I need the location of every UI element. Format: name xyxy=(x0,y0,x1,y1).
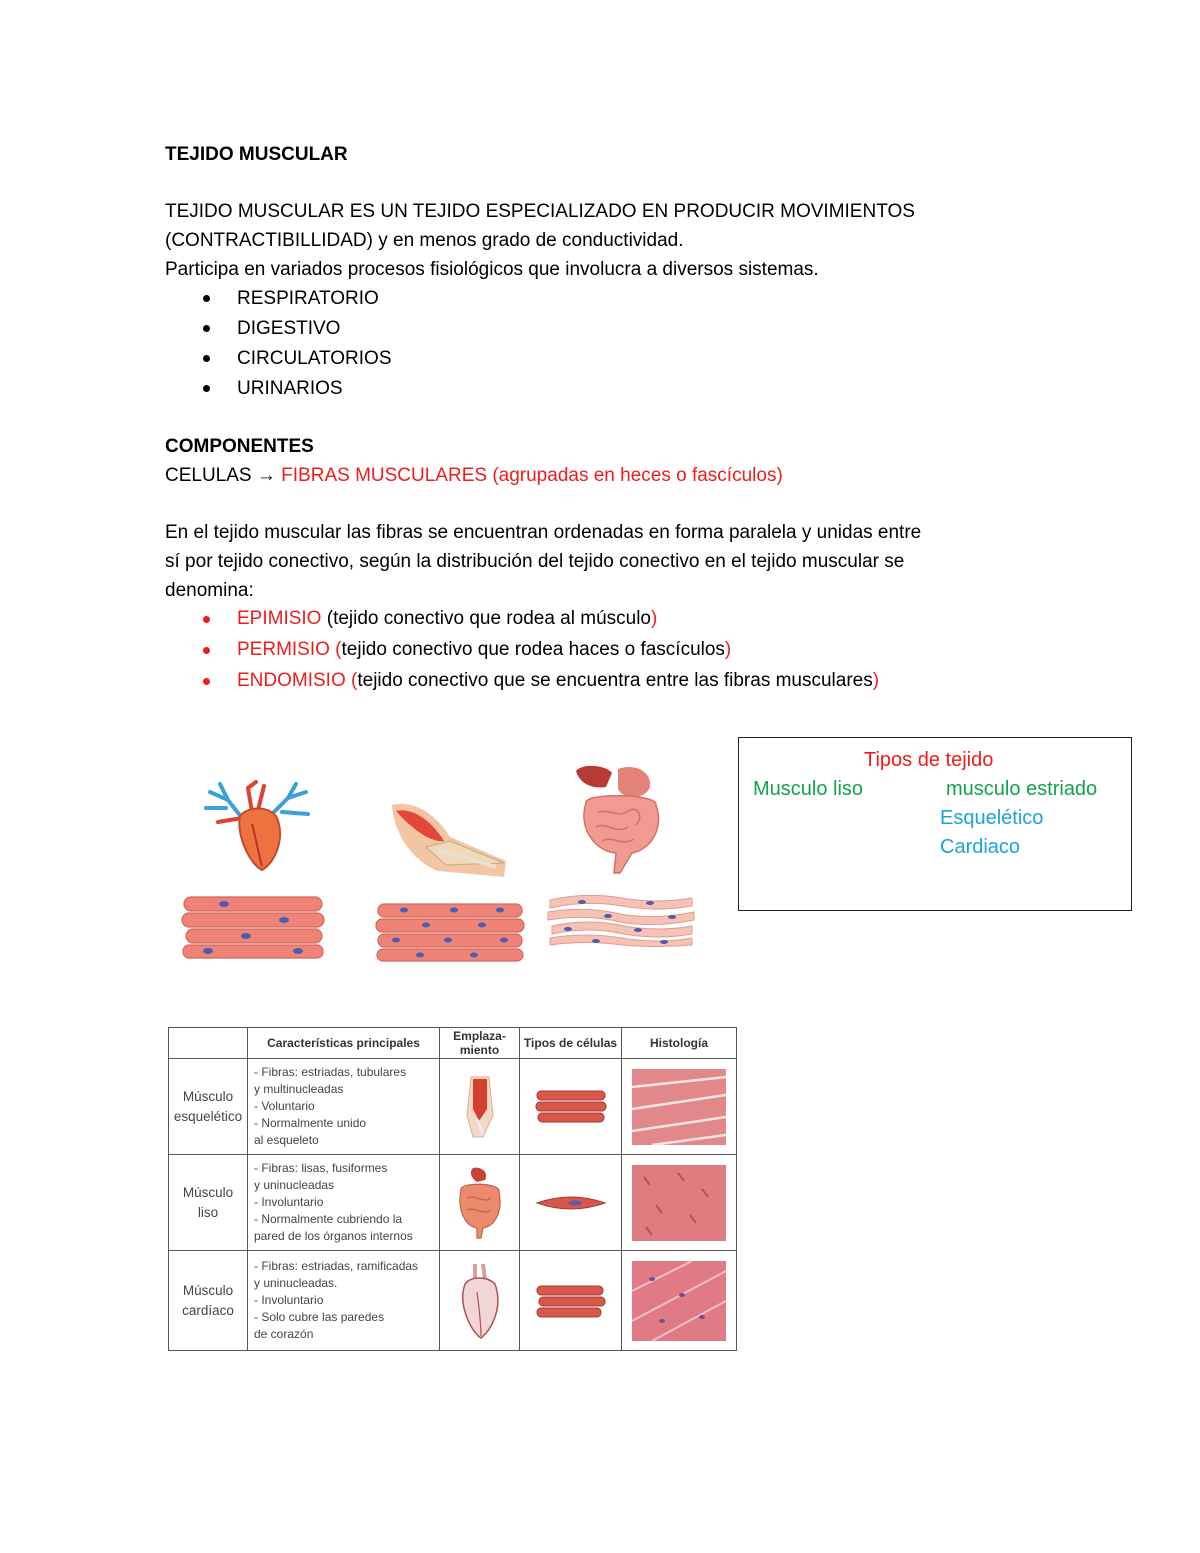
char-line: pared de los órganos internos xyxy=(254,1229,413,1243)
smooth-muscle-label: Musculo liso xyxy=(753,778,864,800)
characteristics xyxy=(248,1155,440,1251)
name-line: Músculo xyxy=(182,1184,234,1200)
char-line: y uninucleadas. xyxy=(254,1276,338,1290)
char-line: - Fibras: estriadas, tubulares xyxy=(254,1065,407,1079)
bullet-icon xyxy=(203,647,210,654)
layer-term: ENDOMISIO xyxy=(237,670,346,691)
layer-item xyxy=(237,669,879,693)
header-cell: Tipos de células xyxy=(520,1028,622,1059)
system-item: CIRCULATORIOS xyxy=(237,348,392,369)
bullet-icon xyxy=(203,385,210,392)
skeletal-cells-icon xyxy=(535,1089,607,1125)
characteristics xyxy=(248,1251,440,1351)
name-line: Músculo xyxy=(182,1088,234,1104)
smooth-cells-icon xyxy=(535,1193,607,1213)
cells-value: FIBRAS MUSCULARES (agrupadas en heces o fascículos) xyxy=(281,465,783,486)
header-cell: Emplaza- miento xyxy=(440,1028,520,1059)
char-line: - Involuntario xyxy=(254,1195,324,1209)
header-cell: Características principales xyxy=(248,1028,440,1059)
char-line: al esqueleto xyxy=(254,1133,319,1147)
name-line: esquelético xyxy=(173,1108,243,1124)
bullet-icon xyxy=(203,355,210,362)
muscle-type-name xyxy=(169,1059,248,1155)
location-image xyxy=(440,1251,520,1351)
muscle-comparison-table xyxy=(168,1027,737,1351)
intro-line-2: (CONTRACTIBILLIDAD) y en menos grado de conductividad. xyxy=(165,230,684,251)
cell-type-image xyxy=(520,1059,622,1155)
layer-item xyxy=(237,607,657,631)
char-line: - Voluntario xyxy=(254,1099,315,1113)
types-title: Tipos de tejido xyxy=(864,749,994,771)
intestine-icon xyxy=(455,1166,505,1240)
layer-close: ) xyxy=(872,670,880,691)
char-line: - Fibras: estriadas, ramificadas xyxy=(254,1259,419,1273)
char-line: y uninucleadas xyxy=(254,1178,335,1192)
char-line: - Normalmente cubriendo la xyxy=(254,1212,403,1226)
cardiac-muscle-label: Cardiaco xyxy=(940,836,1021,858)
arrow-right-icon: → xyxy=(256,465,276,486)
heart-icon xyxy=(455,1262,505,1340)
skeletal-histology-icon xyxy=(632,1069,726,1145)
elbow-illustration xyxy=(386,797,510,879)
arm-muscle-icon xyxy=(463,1075,497,1139)
skeletal-muscle-label: Esquelético xyxy=(940,807,1044,829)
table-row xyxy=(169,1155,737,1251)
layer-close: ) xyxy=(651,608,658,629)
heart-illustration xyxy=(196,778,318,874)
name-line: Músculo xyxy=(182,1282,234,1298)
char-line: - Involuntario xyxy=(254,1293,324,1307)
page-title: TEJIDO MUSCULAR xyxy=(165,144,348,165)
histology-image xyxy=(622,1251,737,1351)
system-item: RESPIRATORIO xyxy=(237,288,379,309)
table-row xyxy=(169,1251,737,1351)
intro-line-3: Participa en variados procesos fisiológicos que involucra a diversos sistemas. xyxy=(165,259,819,280)
histology-image xyxy=(622,1155,737,1251)
tissue-types-box xyxy=(738,737,1132,911)
layer-term: EPIMISIO xyxy=(237,608,322,629)
paragraph-line-1: En el tejido muscular las fibras se encuentran ordenadas en forma paralela y unidas entre xyxy=(165,522,922,543)
table-row xyxy=(169,1059,737,1155)
smooth-fibers-illustration xyxy=(546,890,696,948)
striated-muscle-label: musculo estriado xyxy=(946,778,1098,800)
cardiac-histology-icon xyxy=(632,1261,726,1341)
histology-image xyxy=(622,1059,737,1155)
cardiac-cells-icon xyxy=(535,1283,607,1319)
layer-open: ( xyxy=(345,670,358,691)
muscle-type-name xyxy=(169,1155,248,1251)
layer-item xyxy=(237,638,731,662)
layer-open: ( xyxy=(321,608,334,629)
bullet-icon xyxy=(203,616,210,623)
cardiac-fibers-illustration xyxy=(180,893,326,961)
cells-line xyxy=(165,464,783,488)
layer-desc: tejido conectivo que rodea haces o fascículos xyxy=(341,639,725,660)
system-item: URINARIOS xyxy=(237,378,343,399)
bullet-icon xyxy=(203,678,210,685)
header-cell xyxy=(169,1028,248,1059)
layer-close: ) xyxy=(724,639,732,660)
table-header-row xyxy=(169,1028,737,1059)
intro-line-1: TEJIDO MUSCULAR ES UN TEJIDO ESPECIALIZADO EN PRODUCIR MOVIMIENTOS xyxy=(165,201,915,222)
components-heading: COMPONENTES xyxy=(165,436,314,457)
layer-desc: tejido conectivo que rodea al músculo xyxy=(333,608,651,629)
name-line: liso xyxy=(197,1204,219,1220)
bullet-icon xyxy=(203,325,210,332)
char-line: - Solo cubre las paredes xyxy=(254,1310,385,1324)
header-cell: Histología xyxy=(622,1028,737,1059)
location-image xyxy=(440,1155,520,1251)
characteristics xyxy=(248,1059,440,1155)
cell-type-image xyxy=(520,1251,622,1351)
paragraph-line-3: denomina: xyxy=(165,580,254,601)
bullet-icon xyxy=(203,295,210,302)
location-image xyxy=(440,1059,520,1155)
digestive-organs-illustration xyxy=(572,763,668,875)
smooth-histology-icon xyxy=(632,1165,726,1241)
paragraph-line-2: sí por tejido conectivo, según la distribución del tejido conectivo en el tejido muscular se xyxy=(165,551,905,572)
system-item: DIGESTIVO xyxy=(237,318,341,339)
cells-label: CELULAS xyxy=(165,465,252,486)
layer-desc: tejido conectivo que se encuentra entre las fibras musculares xyxy=(357,670,873,691)
name-line: cardíaco xyxy=(182,1302,234,1318)
cell-type-image xyxy=(520,1155,622,1251)
muscle-type-name xyxy=(169,1251,248,1351)
char-line: - Normalmente unido xyxy=(254,1116,367,1130)
char-line: de corazón xyxy=(254,1327,314,1341)
char-line: y multinucleadas xyxy=(254,1082,344,1096)
char-line: - Fibras: lisas, fusiformes xyxy=(254,1161,388,1175)
skeletal-fibers-illustration xyxy=(374,900,526,964)
layer-term: PERMISIO xyxy=(237,639,330,660)
layer-open: ( xyxy=(329,639,342,660)
